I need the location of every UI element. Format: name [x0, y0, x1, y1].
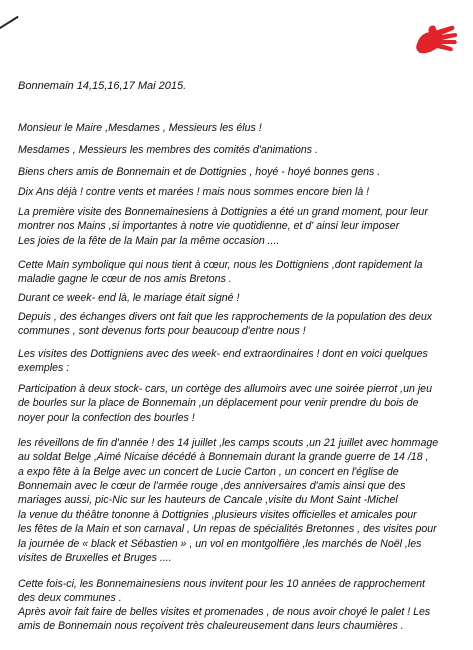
paragraph-line: la venue du théâtre tononne à Dottignies ,plusieurs visites officielles et amicales pour	[18, 509, 417, 521]
paragraph-line: Monsieur le Maire ,Mesdames , Messieurs les élus !	[18, 122, 262, 134]
paragraph-line: noyer pour la confection des bourles !	[18, 411, 195, 424]
paragraph-line: exemples :	[18, 362, 70, 375]
paragraph-line: Les joies de la fête de la Main par la même occasion ....	[18, 234, 280, 247]
scan-corner-mark	[0, 16, 19, 30]
paragraph-line: Les visites des Dottigniens avec des week- end extraordinaires ! dont en voici quelques	[18, 348, 428, 360]
date-line: Bonnemain 14,15,16,17 Mai 2015.	[18, 80, 187, 92]
paragraph-line: Après avoir fait faire de belles visites et promenades , de nous avoir choyé le palet ! Les	[18, 606, 431, 618]
paragraph-line: Cette Main symbolique qui nous tient à cœur, nous les Dottigniens ,dont rapidement la	[18, 259, 423, 271]
paragraph-line: Mesdames , Messieurs les membres des comités d'animations .	[18, 144, 318, 156]
paragraph-line: montrer nos Mains ,si importantes à notre vie quotidienne, et d' ainsi leur imposer	[18, 220, 400, 233]
paragraph-line: Depuis , des échanges divers ont fait que les rapprochements de la population des deux	[18, 311, 433, 323]
red-hand-icon	[413, 20, 457, 60]
paragraph-line: La première visite des Bonnemainesiens à Dottignies a été un grand moment, pour leur	[18, 206, 428, 218]
paragraph-line: les fêtes de la Main et son carnaval , Un repas de spécialités Bretonnes , des visites pour	[18, 523, 437, 536]
paragraph-line: maladie gagne le cœur de nos amis Bretons .	[18, 273, 232, 286]
paragraph-line: la journée de « black et Sébastien » , un vol en montgolfière ,les marchés de Noël ,les	[18, 537, 422, 550]
paragraph-line: Durant ce week- end là, le mariage était signé !	[18, 292, 240, 304]
paragraph-line: mariages aussi, pic-Nic sur les hauteurs de Cancale ,visite du Mont Saint -Michel	[18, 494, 398, 507]
paragraph-line: de bourles sur la place de Bonnemain ,un déplacement pour venir prendre du bois de	[18, 397, 419, 410]
paragraph-line: Biens chers amis de Bonnemain et de Dottignies , hoyé - hoyé bonnes gens .	[18, 166, 381, 178]
paragraph-line: les réveillons de fin d'année ! des 14 juillet ,les camps scouts ,un 21 juillet avec hommage	[18, 437, 439, 449]
paragraph-line: amis de Bonnemain nous reçoivent très chaleureusement dans leurs chaumières .	[18, 620, 404, 633]
paragraph-line: au soldat Belge ,Aimé Nicaise décédé à Bonnemain durant la grande guerre de 14 /18 ,	[18, 451, 429, 464]
paragraph-line: des deux communes .	[18, 592, 122, 605]
paragraph-line: communes , sont devenus forts pour beaucoup d'entre nous !	[18, 325, 306, 338]
paragraph-line: Cette fois-ci, les Bonnemainesiens nous invitent pour les 10 années de rapprochement	[18, 578, 425, 590]
paragraph-line: Bonnemain avec le cœur de l'armée rouge ,des anniversaires d'amis ainsi que des	[18, 479, 406, 492]
paragraph-line: visites de Bruxelles et Bruges ....	[18, 551, 172, 564]
paragraph-line: a expo fête à la Belge avec un concert de Lucie Carton , un concert en l'église de	[18, 465, 399, 478]
paragraph-line: Dix Ans déjà ! contre vents et marées ! mais nous sommes encore bien là !	[18, 186, 370, 198]
paragraph-line: Participation à deux stock- cars, un cortège des allumoirs avec une soirée pierrot ,un jeu	[18, 383, 432, 395]
